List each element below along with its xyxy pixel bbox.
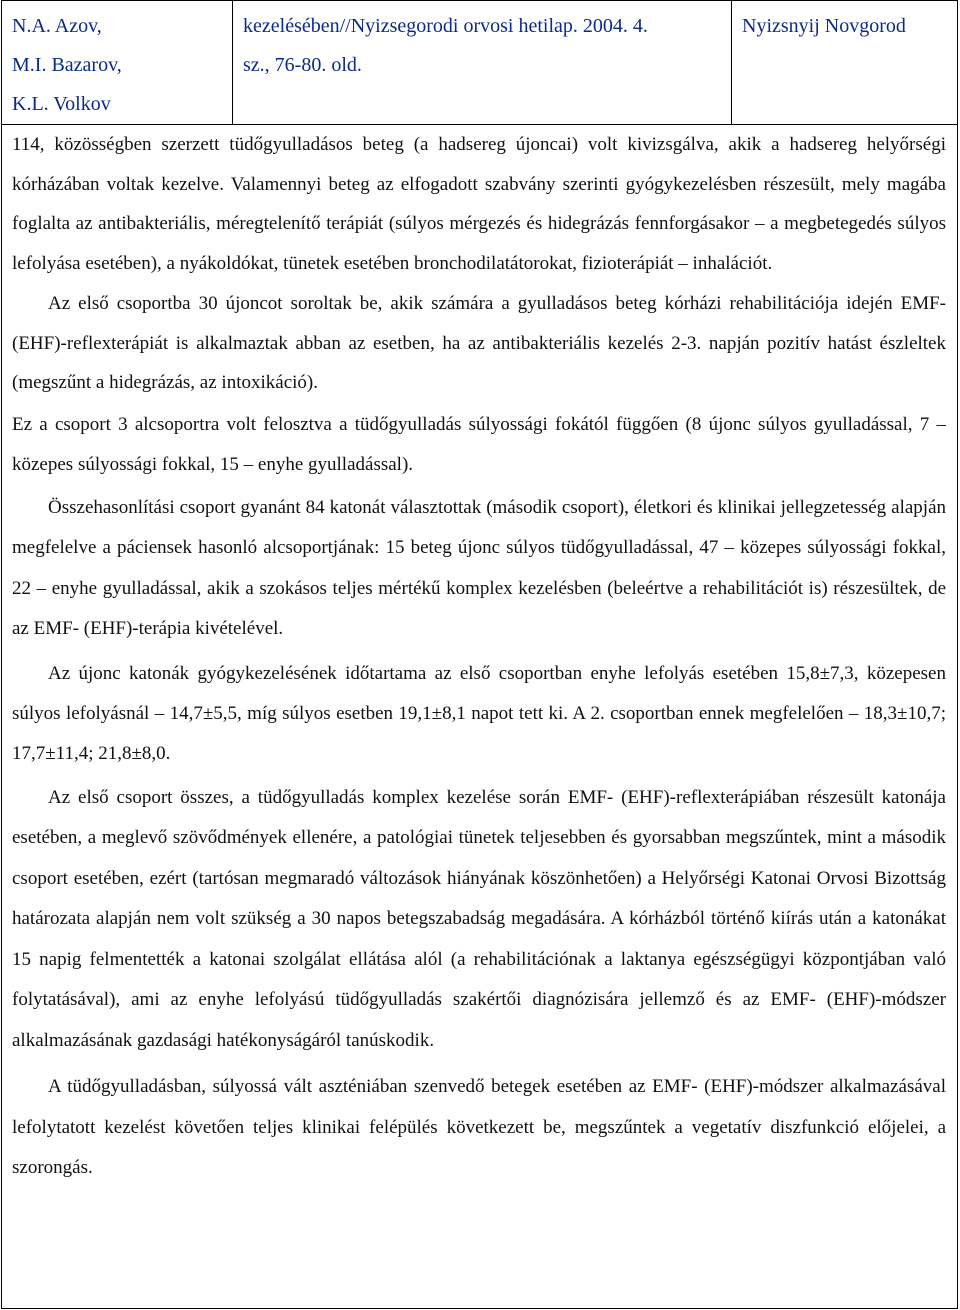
paragraph-subgroups: Ez a csoport 3 alcsoportra volt felosztva a tüdőgyulladás súlyossági fokától függően (8 újonc súlyos gyulladással, 7 – közepes súlyossági fokkal, 15 – enyhe gyulladással). — [12, 413, 946, 475]
authors-cell — [2, 1, 233, 125]
author-3: K.L. Volkov — [12, 93, 111, 115]
paragraph-comparison-group: Összehasonlítási csoport gyanánt 84 katonát választottak (második csoport), életkori és klinikai jellegzetesség alapján megfelelve a páciensek hasonló alcsoportjának: 15 beteg újonc súlyos tüdőgyulladással, 47 – közepes súlyossági fokkal, 22 – enyhe gyulladással, akik a szokásos teljes mértékű komplex kezelésben (beleértve a rehabilitációt is) részesültek, de az EMF- (EHF)-terápia kivételével. — [12, 496, 946, 639]
body-text — [12, 125, 946, 1189]
paragraph-treatment-duration: Az újonc katonák gyógykezelésének időtartama az első csoportban enyhe lefolyás esetében 15,8±7,3, közepesen súlyos lefolyásnál – 14,7±5,5, míg súlyos esetben 19,1±8,1 napot tett ki. A 2. csoportban ennek megfelelően – 18,3±10,7; 17,7±11,4; 21,8±8,0. — [12, 662, 946, 764]
reference-table-row — [1, 0, 958, 125]
paragraph-study-intro: 114, közösségben szerzett tüdőgyulladásos beteg (a hadsereg újoncai) volt kivizsgálva, akik a hadsereg helyőrségi kórházában voltak kezelve. Valamennyi beteg az elfogadott szabvány szerinti gyógykezelésben részesült, mely magába foglalta az antibakteriális, méregtelenítő terápiát (súlyos mérgezés és hidegrázás fennforgásakor – a megbetegedés súlyos lefolyása esetében), a nyákoldókat, tünetek esetében bronchodilatátorokat, fizioterápiát – inhalációt. — [12, 134, 946, 274]
source-cell — [233, 1, 732, 125]
paragraph-conclusion: A tüdőgyulladásban, súlyossá vált aszténiában szenvedő betegek esetében az EMF- (EHF)-módszer alkalmazásával lefolytatott kezelést követően teljes klinikai felépülés következett be, megszűntek a vegetatív diszfunkció előjelei, a szorongás. — [12, 1076, 946, 1178]
paragraph-outcomes: Az első csoport összes, a tüdőgyulladás komplex kezelése során EMF- (EHF)-reflexterápiában részesült katonája esetében, a meglevő szövődmények ellenére, a patológiai tünetek teljesebben és gyorsabban megszűntek, mint a második csoport esetében, ezért (tartósan megmaradó változások hiányának köszönhetően) a Helyőrségi Katonai Orvosi Bizottság határozata alapján nem volt szükség a 30 napos betegszabadság megadására. A kórházból történő kiírás után a katonákat 15 napig felmentették a katonai szolgálat ellátása alól (a rehabilitációnak a laktanya egészségügyi központjában való folytatásával), ami az enyhe lefolyású tüdőgyulladás szakértői diagnózisára jellemző és az EMF- (EHF)-módszer alkalmazásának gazdasági hatékonyságáról tanúskodik. — [12, 786, 946, 1051]
source-line-2: sz., 76-80. old. — [243, 54, 362, 76]
author-2: M.I. Bazarov, — [12, 54, 122, 76]
paragraph-first-group: Az első csoportba 30 újoncot soroltak be, akik számára a gyulladásos beteg kórházi rehabilitációja idején EMF- (EHF)-reflexterápiát is alkalmaztak abban az esetben, ha az antibakteriális kezelés 2-3. napján pozitív hatást észleltek (megszűnt a hidegrázás, az intoxikáció). — [12, 293, 946, 393]
author-1: N.A. Azov, — [12, 15, 102, 37]
location-cell — [732, 1, 958, 125]
source-line-1: kezelésében//Nyizsegorodi orvosi hetilap. 2004. 4. — [243, 15, 648, 37]
location-text: Nyizsnyij Novgorod — [742, 15, 906, 37]
